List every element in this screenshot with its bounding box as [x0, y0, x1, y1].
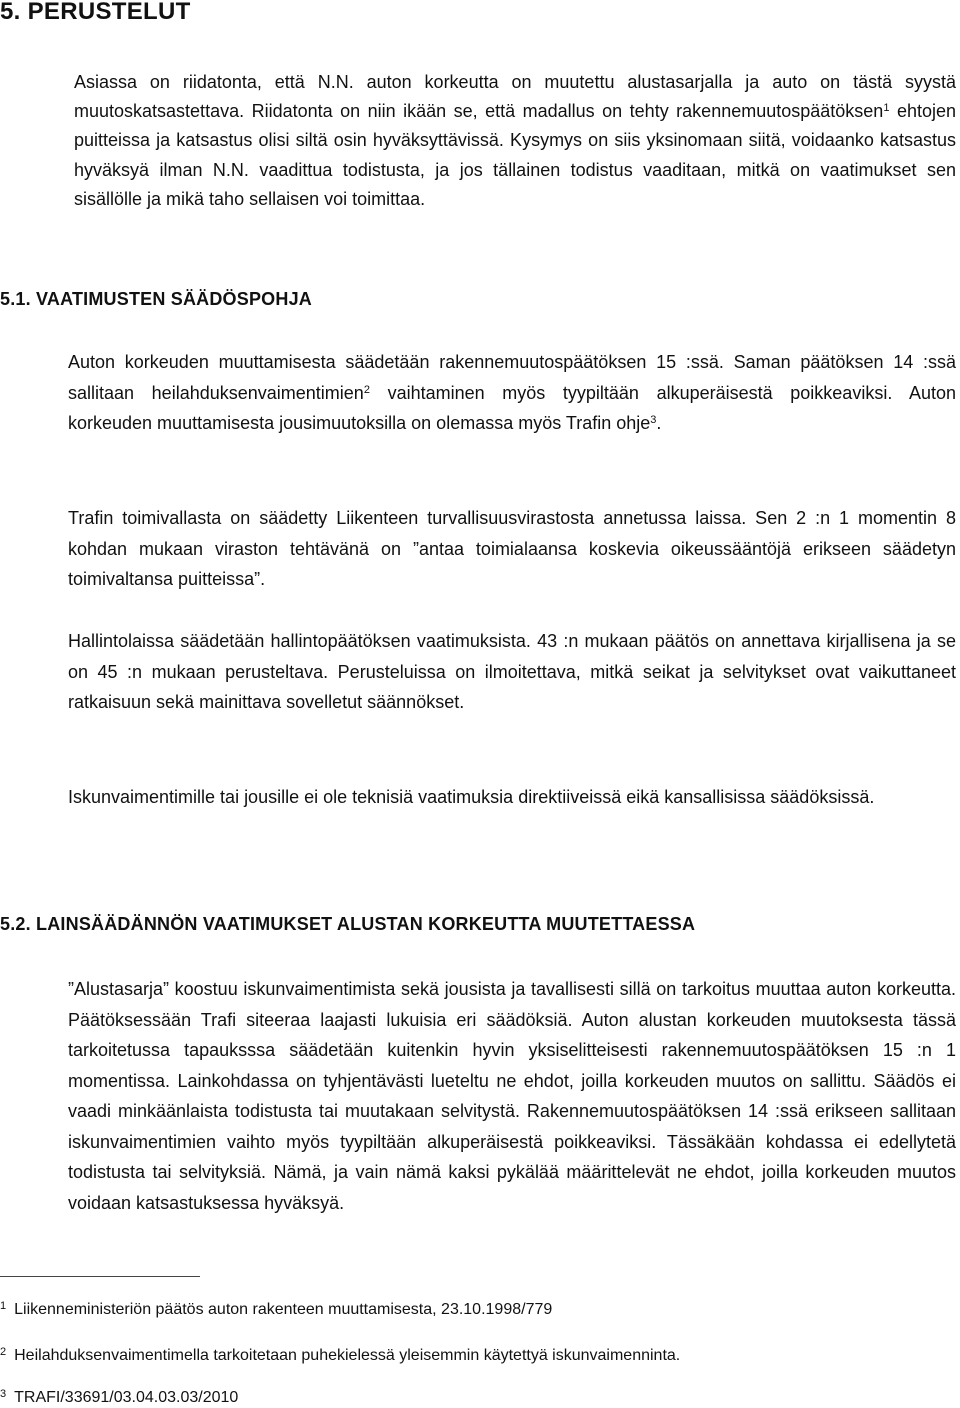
paragraph-text: Auton korkeuden muuttamisesta säädetään rakennemuutospäätöksen 15 :ssä. Saman päätöksen 14 :ssä sallitaan heilahduksenvaimentimien — [68, 352, 956, 403]
section-heading: 5. PERUSTELUT — [0, 0, 191, 25]
paragraph-trafi-authority: Trafin toimivallasta on säädetty Liikenteen turvallisuusvirastosta annetussa laissa. Sen 2 :n 1 momentin 8 kohdan mukaan viraston tehtävänä on ”antaa toimialaansa koskevia oikeussääntöjä erikseen säädetyn toimivaltansa puitteissa”. — [68, 508, 956, 589]
footnote-number: 1 — [0, 1300, 7, 1312]
paragraph-text: . — [656, 413, 662, 433]
footnote-ref-3[interactable]: 3 — [650, 414, 657, 426]
footnote-divider — [0, 1276, 200, 1277]
paragraph-chassis-kit: ”Alustasarja” koostuu iskunvaimentimista sekä jousista ja tavallisesti sillä on tarkoitus muuttaa auton korkeutta. Päätöksessään Trafi siteeraa laajasti lukuisia eri säädöksiä. Auton alustan korkeuden muutoksesta tässä tarkoitetussa tapauksssa säädetään kuitenkin hyvin yksiselitteisesti rakennemuutospäätöksen 15 :n 1 momentissa. Lainkohdassa on tyhjentävästi lueteltu ne ehdot, joilla korkeuden muutos on sallittu. Säädös ei vaadi minkäänlaista todistusta tai muutakaan selvitystä. Rakennemuutospäätöksen 14 :ssä erikseen sallitaan iskunvaimentimien vaihto myös tyypiltään alkuperäisestä poikkeaviksi. Tässäkään kohdassa ei edellytetä todistusta tai selvityksiä. Nämä, ja vain nämä kaksi pykälää määrittelevät ne ehdot, joilla korkeuden muutos voidaan katsastuksessa hyväksyä. — [68, 979, 956, 1213]
footnote-ref-1[interactable]: 1 — [883, 102, 890, 115]
footnote-2 — [0, 1342, 680, 1366]
paragraph-administrative-act: Hallintolaissa säädetään hallintopäätöksen vaatimuksista. 43 :n mukaan päätös on annettava kirjallisena ja se on 45 :n mukaan perusteltava. Perusteluissa on ilmoitettava, mitkä seikat ja selvitykset ovat vaikuttaneet ratkaisuun sekä mainittava sovelletut säännökset. — [68, 631, 956, 712]
intro-text-2: ehtojen puitteissa ja katsastus olisi siltä osin hyväksyttävissä. Kysymys on siis yksinomaan siitä, voidaanko katsastus hyväksyä ilman N.N. vaadittua todistusta, ja jos tällainen todistus vaaditaan, mitkä on vaatimukset sen sisällölle ja mikä taho sellaisen voi toimittaa. — [74, 101, 956, 209]
intro-paragraph — [74, 68, 956, 214]
footnote-number: 2 — [0, 1346, 7, 1358]
footnote-text: Liikenneministeriön päätös auton rakenteen muuttamisesta, 23.10.1998/779 — [14, 1301, 553, 1318]
footnote-1 — [0, 1296, 552, 1320]
footnote-text: TRAFI/33691/03.04.03.03/2010 — [14, 1389, 239, 1406]
subsection-heading-1: 5.1. VAATIMUSTEN SÄÄDÖSPOHJA — [0, 289, 312, 309]
paragraph-text: vaihtaminen myös tyypiltään alkuperäisestä poikkeaviksi. Auton korkeuden muuttamisesta jousimuutoksilla on olemassa myös Trafin ohje — [68, 382, 956, 433]
paragraph-technical-requirements: Iskunvaimentimille tai jousille ei ole teknisiä vaatimuksia direktiiveissä eikä kansallisissa säädöksissä. — [68, 787, 875, 807]
footnote-text: Heilahduksenvaimentimella tarkoitetaan puhekielessä yleisemmin käytettyä iskunvaimenninta. — [14, 1347, 681, 1364]
paragraph-legal-basis — [68, 347, 956, 439]
intro-text-1: Asiassa on riidatonta, että N.N. auton korkeutta on muutettu alustasarjalla ja auto on tästä syystä muutoskatsastettava. Riidatonta on niin ikään se, että madallus on tehty rakennemuutospäätöksen — [74, 72, 956, 122]
footnote-3 — [0, 1384, 238, 1408]
subsection-heading-2: 5.2. LAINSÄÄDÄNNÖN VAATIMUKSET ALUSTAN KORKEUTTA MUUTETTAESSA — [0, 914, 696, 934]
footnote-number: 3 — [0, 1388, 7, 1400]
footnote-ref-2[interactable]: 2 — [363, 383, 370, 396]
